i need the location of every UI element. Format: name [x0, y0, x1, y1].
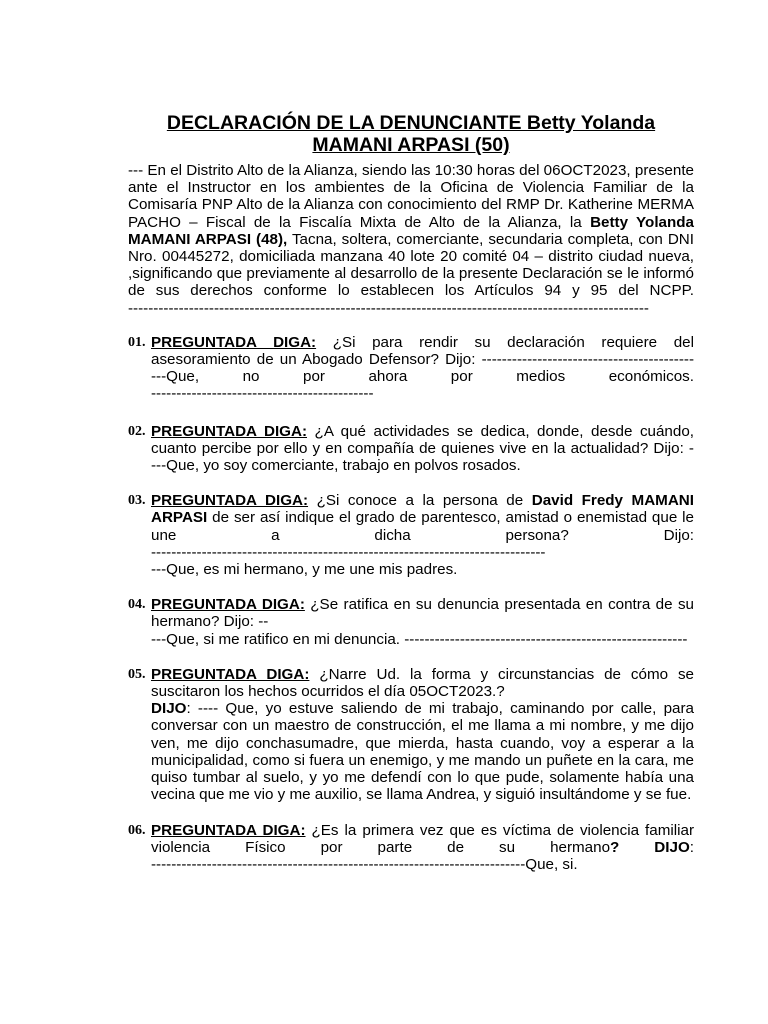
question-text — [151, 423, 694, 457]
answer-text — [151, 700, 694, 803]
answer-colon: : — [689, 838, 694, 856]
question-dashes: ------------------------------------------------------------------------------ — [151, 543, 546, 561]
intro-dashes: ------------------------------------------------------------------------------------------------------- — [128, 299, 649, 317]
intro-paragraph — [128, 162, 694, 300]
question-label: PREGUNTADA DIGA: — [151, 333, 317, 351]
question-text — [151, 596, 694, 630]
question-04 — [128, 596, 694, 648]
question-label: PREGUNTADA DIGA: — [151, 821, 306, 839]
question-number: 03. — [128, 493, 146, 509]
answer-text: ---Que, no por ahora por medios económicos. — [151, 368, 694, 386]
question-text — [151, 666, 694, 700]
answer-dashes: -------------------------------------------- — [151, 385, 374, 403]
question-body: ¿Es la primera vez que es víctima de violencia familiar violencia Físico por parte de su hermano — [151, 821, 694, 856]
question-01 — [128, 334, 694, 403]
title-line-2: MAMANI ARPASI (50) — [312, 134, 510, 156]
question-text — [151, 822, 694, 856]
intro-text-2: Tacna, soltera, comerciante, secundaria completa, con DNI Nro. 00445272, domiciliada manzana 40 lote 20 comité 04 – distrito ciudad nueva, ,significando que previamente al desarrollo de la presente Declaración se le informó de sus derechos conforme lo establecen los Artículos 94 y 95 del NCPP. — [128, 230, 694, 300]
question-body: ¿Narre Ud. la forma y circunstancias de cómo se suscitaron los hechos ocurridos el día 05OCT2023.? — [151, 665, 694, 701]
question-06 — [128, 822, 694, 874]
document-page — [128, 112, 694, 873]
title-line-1: DECLARACIÓN DE LA DENUNCIANTE Betty Yolanda — [166, 112, 656, 134]
question-label: PREGUNTADA DIGA: — [151, 492, 309, 510]
answer-body: : ---- Que, yo estuve saliendo de mi trabajo, caminando por calle, para conversar con un maestro de construcción, el me llama a mi nombre, y me dijo ven, me dijo conchasumadre, que mierda, hasta cuando, voy a esperar a la municipalidad, como si fuera un enemigo, y me mando un puñete en la cara, me quiso tumbar al suelo, y yo me defendí con lo que pude, solamente había una vecina que me vio y me auxilio, se llama Andrea, y siguió insultándome y se fue. — [151, 700, 694, 804]
question-text — [151, 492, 694, 544]
intro-text-1: --- En el Distrito Alto de la Alianza, siendo las 10:30 horas del 06OCT2023, presente ante el Instructor en los ambientes de la Oficina de Violencia Familiar de la Comisaría PNP Alto de la Alianza con conocimiento del RMP Dr. Katherine MERMA PACHO – Fiscal de la Fiscalía Mixta de Alto de la Alianza, la — [128, 162, 694, 231]
answer-text: ---Que, yo soy comerciante, trabajo en polvos rosados. — [151, 457, 521, 475]
declarant-name: Betty Yolanda MAMANI ARPASI (48), — [128, 213, 695, 248]
answer-text: ---Que, si me ratifico en mi denuncia. -------------------------------------------------------- — [151, 630, 688, 648]
document-title — [128, 112, 694, 156]
question-label: PREGUNTADA DIGA: — [151, 596, 305, 614]
question-body: ¿A qué actividades se dedica, donde, desde cuándo, cuanto percibe por ello y en compañía de quienes vive en la actualidad? Dijo: - — [151, 422, 694, 457]
question-body-end: de ser así indique el grado de parentesco, amistad o enemistad que le une a dicha persona? Dijo: — [151, 509, 694, 544]
question-body: ¿Si para rendir su declaración requiere del asesoramiento de un Abogado Defensor? Dijo: ------------------------------------------ — [151, 333, 694, 369]
question-number: 01. — [128, 334, 146, 350]
question-label: PREGUNTADA DIGA: — [151, 665, 310, 683]
answer-label: DIJO — [151, 700, 187, 718]
answer-text: --------------------------------------------------------------------------Que, si. — [151, 855, 578, 873]
question-03 — [128, 492, 694, 578]
question-number: 02. — [128, 423, 146, 439]
question-number: 04. — [128, 597, 146, 613]
answer-label: ? DIJO — [610, 838, 690, 856]
question-body: ¿Si conoce a la persona de — [308, 492, 532, 510]
question-text — [151, 334, 694, 368]
question-number: 06. — [128, 822, 146, 838]
question-02 — [128, 423, 694, 475]
question-label: PREGUNTADA DIGA: — [151, 422, 308, 440]
question-body: ¿Se ratifica en su denuncia presentada en contra de su hermano? Dijo: -- — [151, 596, 694, 631]
question-number: 05. — [128, 666, 146, 682]
answer-text: ---Que, es mi hermano, y me une mis padres. — [151, 561, 458, 579]
accused-name: David Fredy MAMANI ARPASI — [151, 492, 694, 527]
question-05 — [128, 666, 694, 804]
